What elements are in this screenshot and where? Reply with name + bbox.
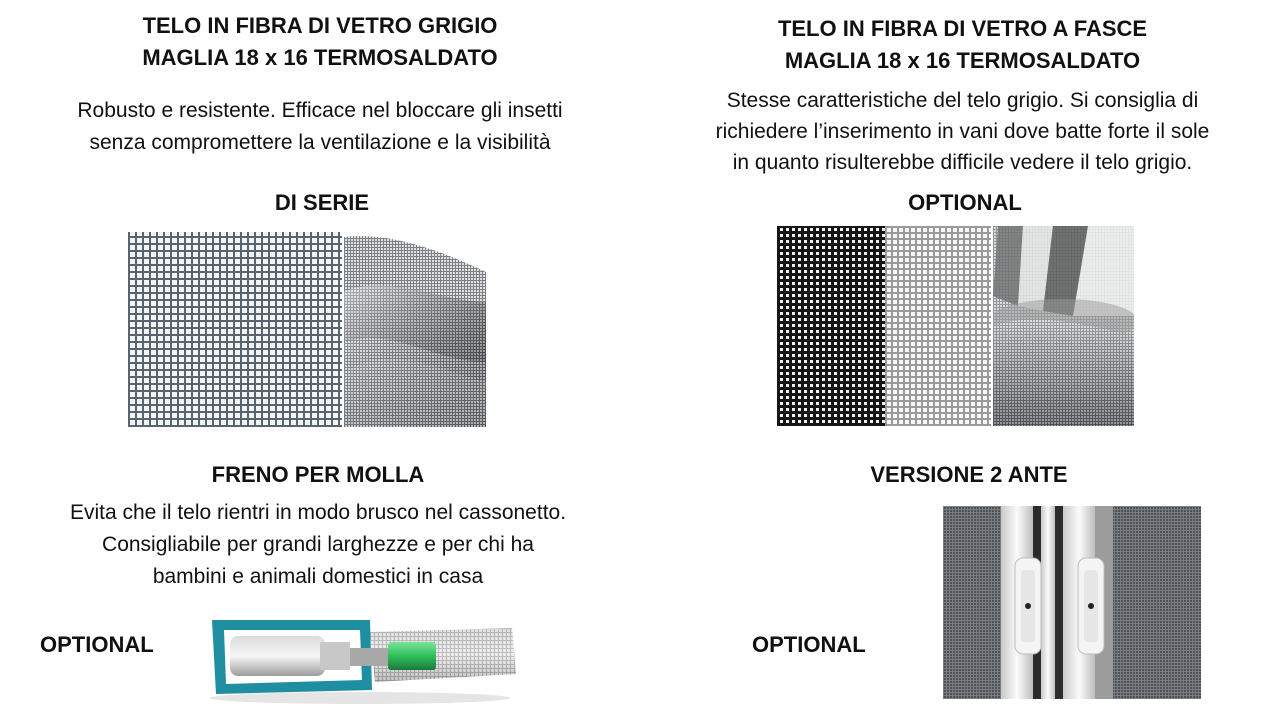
striped-mesh-light-band-image xyxy=(885,226,991,426)
grey-mesh-badge: DI SERIE xyxy=(274,190,370,215)
spring-brake-description-line-3: bambini e animali domestici in casa xyxy=(152,565,484,588)
striped-mesh-dark-band-image xyxy=(777,226,885,426)
two-doors-badge: OPTIONAL xyxy=(752,632,866,657)
striped-mesh-roll-image xyxy=(993,226,1134,426)
striped-mesh-title-line-2: MAGLIA 18 x 16 TERMOSALDATO xyxy=(784,48,1141,73)
grey-mesh-title-line-1: TELO IN FIBRA DI VETRO GRIGIO xyxy=(142,13,498,38)
spring-brake-section xyxy=(0,459,636,593)
striped-mesh-description-line-3: in quanto risulterebbe difficile vedere il telo grigio. xyxy=(732,151,1193,174)
spring-brake-svg xyxy=(210,612,518,704)
striped-mesh-roll-svg xyxy=(993,226,1134,426)
spring-brake-description-line-2: Consigliabile per grandi larghezze e per chi ha xyxy=(102,533,534,556)
striped-mesh-title xyxy=(645,13,1280,77)
grey-mesh-description xyxy=(30,95,610,159)
striped-mesh-description-line-2: richiedere l’inserimento in vani dove batte forte il sole xyxy=(715,120,1210,143)
two-doors-title: VERSIONE 2 ANTE xyxy=(870,462,1068,487)
grey-mesh-title-line-2: MAGLIA 18 x 16 TERMOSALDATO xyxy=(142,45,498,70)
grey-mesh-closeup-image xyxy=(128,232,342,427)
spring-brake-image xyxy=(210,612,518,704)
two-doors-svg xyxy=(943,506,1201,699)
striped-mesh-description-line-1: Stesse caratteristiche del telo grigio. Si consiglia di xyxy=(726,89,1199,112)
striped-mesh-section xyxy=(645,13,1280,178)
spring-brake-title: FRENO PER MOLLA xyxy=(211,462,425,487)
grey-mesh-title xyxy=(30,10,610,74)
grey-mesh-roll-image xyxy=(344,232,486,427)
grey-mesh-roll-svg xyxy=(344,232,486,427)
grey-mesh-description-line-2: senza compromettere la ventilazione e la visibilità xyxy=(89,131,551,154)
spring-brake-badge: OPTIONAL xyxy=(40,632,154,657)
two-doors-image xyxy=(943,506,1201,699)
spring-brake-description-line-1: Evita che il telo rientri in modo brusco nel cassonetto. xyxy=(69,501,567,524)
spring-brake-description xyxy=(0,497,636,593)
grey-mesh-description-line-1: Robusto e resistente. Efficace nel bloccare gli insetti xyxy=(77,99,563,122)
striped-mesh-description xyxy=(645,85,1280,178)
striped-mesh-title-line-1: TELO IN FIBRA DI VETRO A FASCE xyxy=(777,16,1148,41)
grey-mesh-section xyxy=(30,10,610,159)
striped-mesh-badge: OPTIONAL xyxy=(908,190,1022,215)
